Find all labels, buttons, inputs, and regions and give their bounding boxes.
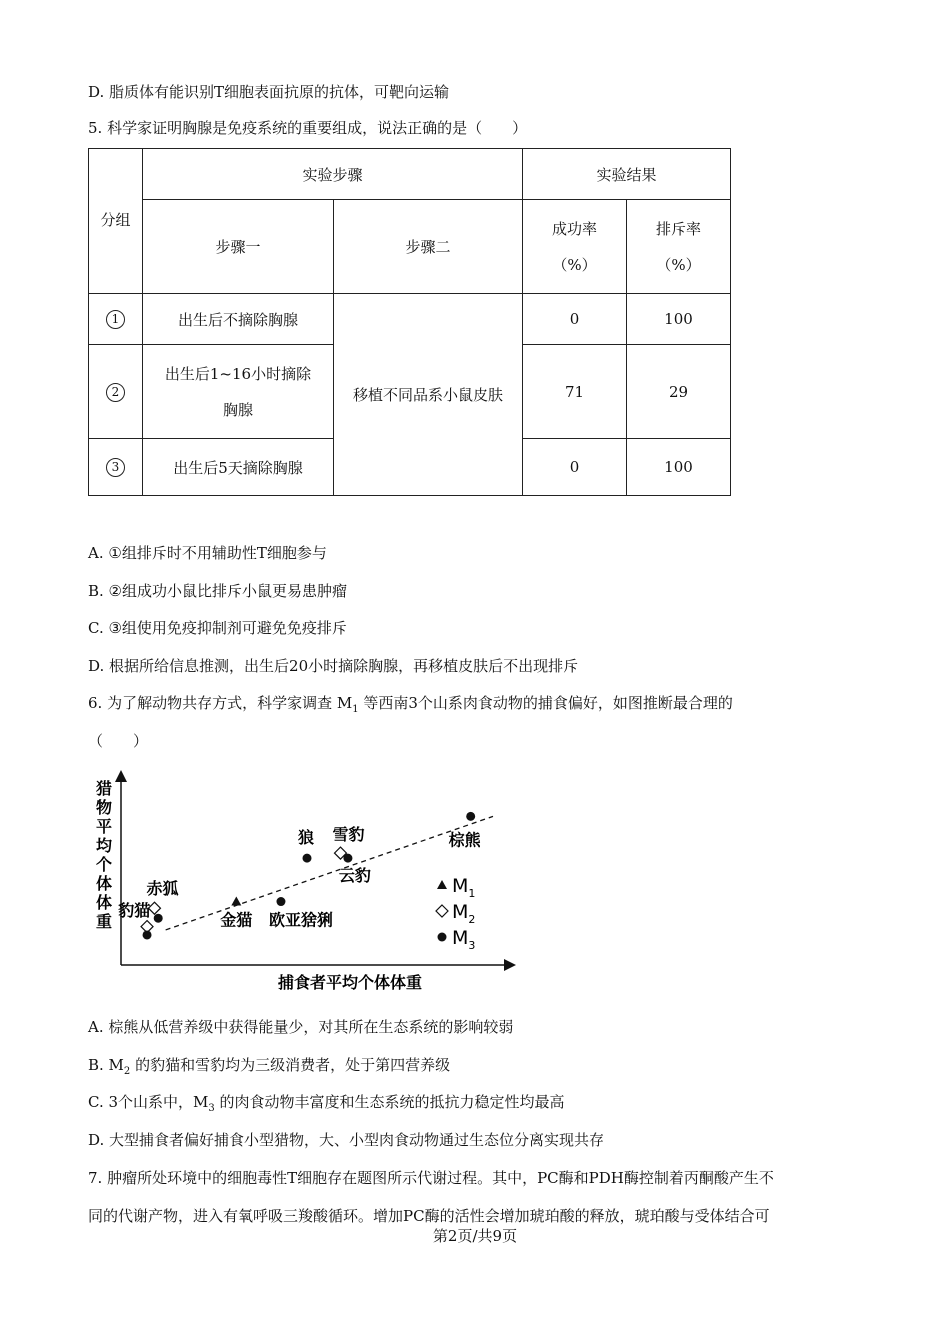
success-cell: 71 <box>523 345 627 439</box>
point-label: 金猫 <box>220 910 253 930</box>
q6-stem: 6. 为了解动物共存方式，科学家调查 $M_1$ 等西南3个山系肉食动物的捕食偏好，如图推断最合理的 <box>88 694 733 715</box>
data-point-m3 <box>343 854 352 863</box>
data-point-m3 <box>303 854 312 863</box>
y-axis-label-char: 个 <box>95 855 113 874</box>
q5-option-a: A. ①组排斥时不用辅助性T细胞参与 <box>88 544 327 562</box>
y-axis-label-char: 体 <box>95 874 113 893</box>
q5-option-c: C. ③组使用免疫抑制剂可避免免疫排斥 <box>88 619 347 637</box>
legend-label: $M_3$ <box>452 927 476 952</box>
success-unit: （%） <box>552 255 597 274</box>
x-axis-label: 捕食者平均个体体重 <box>277 973 423 992</box>
y-axis-label-char: 猎 <box>95 779 113 798</box>
success-cell: 0 <box>523 294 627 345</box>
step1-cell <box>143 345 334 439</box>
page-footer: 第2页/共9页 <box>432 1227 518 1245</box>
y-axis-label <box>95 779 112 931</box>
step1-cell: 出生后不摘除胸腺 <box>143 294 334 345</box>
q5-stem: 5. 科学家证明胸腺是免疫系统的重要组成，说法正确的是（ ） <box>88 119 528 137</box>
q5-option-d: D. 根据所给信息推测，出生后20小时摘除胸腺，再移植皮肤后不出现排斥 <box>88 657 579 675</box>
q6-stem-line2: （ ） <box>88 732 149 750</box>
step1-header: 步骤一 <box>143 200 334 294</box>
point-label: 欧亚猞猁 <box>268 910 333 930</box>
y-axis-label-char: 平 <box>95 817 113 836</box>
y-axis-label-char: 体 <box>95 893 113 912</box>
step2-shared-cell: 移植不同品系小鼠皮肤 <box>334 294 523 496</box>
legend-label: $M_2$ <box>452 901 476 926</box>
y-axis-label-char: 物 <box>95 798 113 817</box>
steps-header: 实验步骤 <box>143 149 523 200</box>
legend <box>436 875 475 952</box>
group-number: 1 <box>106 310 125 329</box>
step1-cell: 出生后5天摘除胸腺 <box>143 439 334 496</box>
point-label: 棕熊 <box>448 830 481 850</box>
group-header: 分组 <box>100 211 131 229</box>
step1-line1: 出生后1~16小时摘除 <box>164 364 312 383</box>
point-label: 赤狐 <box>146 879 179 899</box>
step1-line2: 胸腺 <box>222 400 253 419</box>
table-row <box>89 294 731 345</box>
q6-option-d: D. 大型捕食者偏好捕食小型猎物，大、小型肉食动物通过生态位分离实现共存 <box>88 1131 605 1149</box>
reject-cell: 100 <box>627 294 731 345</box>
point-label: 雪豹 <box>332 825 365 845</box>
data-point-m3 <box>143 930 152 939</box>
y-axis-label-char: 均 <box>95 836 113 855</box>
data-point-m2 <box>148 902 160 914</box>
data-point-m3 <box>276 897 285 906</box>
data-point-m3 <box>154 914 163 923</box>
success-header-cell <box>523 200 627 294</box>
point-label: 狼 <box>297 828 315 848</box>
experiment-table <box>88 148 731 496</box>
reject-cell: 29 <box>627 345 731 439</box>
q6-option-c: C. 3个山系中，$M_3$ 的肉食动物丰富度和生态系统的抵抗力稳定性均最高 <box>88 1093 565 1114</box>
q7-line2: 同的代谢产物，进入有氧呼吸三羧酸循环。增加PC酶的活性会增加琥珀酸的释放，琥珀酸与受体结合可 <box>88 1207 770 1225</box>
q5-option-b: B. ②组成功小鼠比排斥小鼠更易患肿瘤 <box>88 582 348 600</box>
data-point-m3 <box>466 812 475 821</box>
data-point-m1 <box>231 897 241 906</box>
reject-unit: （%） <box>656 255 701 274</box>
group-number: 3 <box>106 458 125 477</box>
legend-marker-m1 <box>437 880 447 889</box>
q6-option-b: B. $M_2$ 的豹猫和雪豹均为三级消费者，处于第四营养级 <box>88 1056 451 1077</box>
reject-header: 排斥率 <box>655 219 701 238</box>
point-label: 云豹 <box>338 866 371 886</box>
legend-marker-m2 <box>436 905 448 917</box>
group-number: 2 <box>106 383 125 402</box>
q4-option-d: D. 脂质体有能识别T细胞表面抗原的抗体，可靶向运输 <box>88 83 450 101</box>
legend-marker-m3 <box>438 933 447 942</box>
success-cell: 0 <box>523 439 627 496</box>
y-axis-label-char: 重 <box>95 912 113 931</box>
predator-prey-chart <box>88 768 518 998</box>
reject-cell: 100 <box>627 439 731 496</box>
q6-option-a: A. 棕熊从低营养级中获得能量少，对其所在生态系统的影响较弱 <box>88 1018 514 1036</box>
q7-line1: 7. 肿瘤所处环境中的细胞毒性T细胞存在题图所示代谢过程。其中，PC酶和PDH酶控制着丙酮酸产生不 <box>88 1169 774 1187</box>
point-label: 豹猫 <box>118 901 151 921</box>
legend-label: $M_1$ <box>452 875 476 900</box>
results-header: 实验结果 <box>523 149 731 200</box>
reject-header-cell <box>627 200 731 294</box>
group-header-cell <box>89 149 143 294</box>
success-header: 成功率 <box>551 219 597 238</box>
step2-header: 步骤二 <box>334 200 523 294</box>
